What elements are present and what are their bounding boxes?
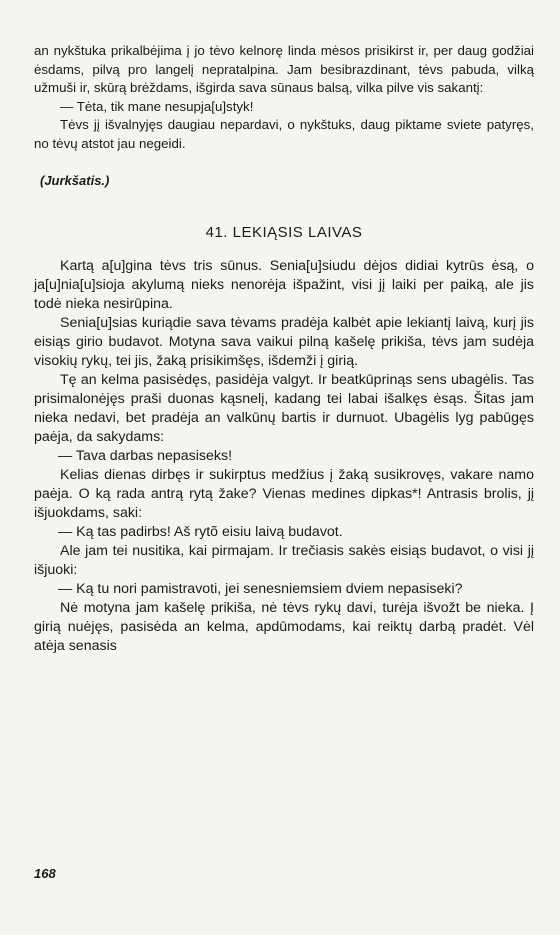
previous-story-ending: [34, 42, 534, 153]
paragraph: Tėvs jį išvalnyjęs daugiau nepardavi, o nykštuks, daug piktame sviete patyręs, no tėvų atstot jau negeidi.: [34, 117, 534, 151]
attribution: (Jurkšatis.): [40, 173, 110, 188]
dialogue-line: — Tava darbas nepasiseks!: [58, 448, 233, 464]
story-title: 41. LEKIĄSIS LAIVAS: [205, 224, 363, 241]
paragraph: an nykštuka prikalbėjima į jo tėvo kelnorę linda mėsos prisikirst ir, per daug godžiai ėsdams, pilvą pro langelį nepratalpina. Jam besibrazdinant, tėvs pabuda, vilką užmuši ir, skūrą brėždams, išgirda sava sūnaus balsą, vilka pilve vis sakantį:: [34, 43, 534, 95]
page-number: 168: [34, 866, 56, 881]
dialogue-line: — Ką tu nori pamistravoti, jei senesniemsiem dviem nepasiseki?: [58, 581, 463, 597]
paragraph: Nė motyna jam kašelę prikiša, nė tėvs rykų davi, turėja išvožt be nieka. Į girią nuėjęs, pasisėda an kelma, apdūmodams, kai reiktų darbą pradėt. Vėl atėja senasis: [34, 600, 534, 654]
dialogue-line: — Ką tas padirbs! Aš rytõ eisiu laivą budavot.: [58, 524, 343, 540]
paragraph: Tę an kelma pasisėdęs, pasidėja valgyt. Ir beatkūprinąs sens ubagėlis. Tas prisimalonėjęs praši duonas kąsnelį, kadang tei labai išalkęs ėsąs. Šitas jam nieka nedavi, bet pradėja an valkūnų bartis ir durnuot. Ubagėlis lyg pabūgęs paėja, da sakydams:: [34, 372, 534, 445]
story-body: [34, 257, 534, 656]
dialogue-line: — Tėta, tik mane nesupja[u]styk!: [60, 98, 254, 114]
paragraph: Kelias dienas dirbęs ir sukirptus medžius į žaką susikrovęs, vakare namo paėja. O ką rada antrą rytą žake? Vienas medines dipkas*! Antrasis brolis, jį išjuokdams, saki:: [34, 467, 534, 521]
paragraph: Ale jam tei nusitika, kai pirmajam. Ir trečiasis sakės eisiąs budavot, o visi jį išjuoki:: [34, 543, 534, 578]
paragraph: Senia[u]sias kuriądie sava tėvams pradėja kalbėt apie lekiantį laivą, kurį jis eisiąs girio budavot. Motyna sava vaikui pilną kašelę prikiša, tėvs jam sudėja visokių rykų, tei jis, žaką prisikimšęs, išdemži į girią.: [34, 315, 534, 369]
book-page: [34, 42, 534, 656]
paragraph: Kartą a[u]gina tėvs tris sūnus. Senia[u]siudu dėjos didiai kytrūs ėsą, o ja[u]nia[u]sioja akylumą nieks nenorėja išpažint, visi jį laiki per paiką, ale jis todė nieka nesirūpina.: [34, 258, 534, 312]
